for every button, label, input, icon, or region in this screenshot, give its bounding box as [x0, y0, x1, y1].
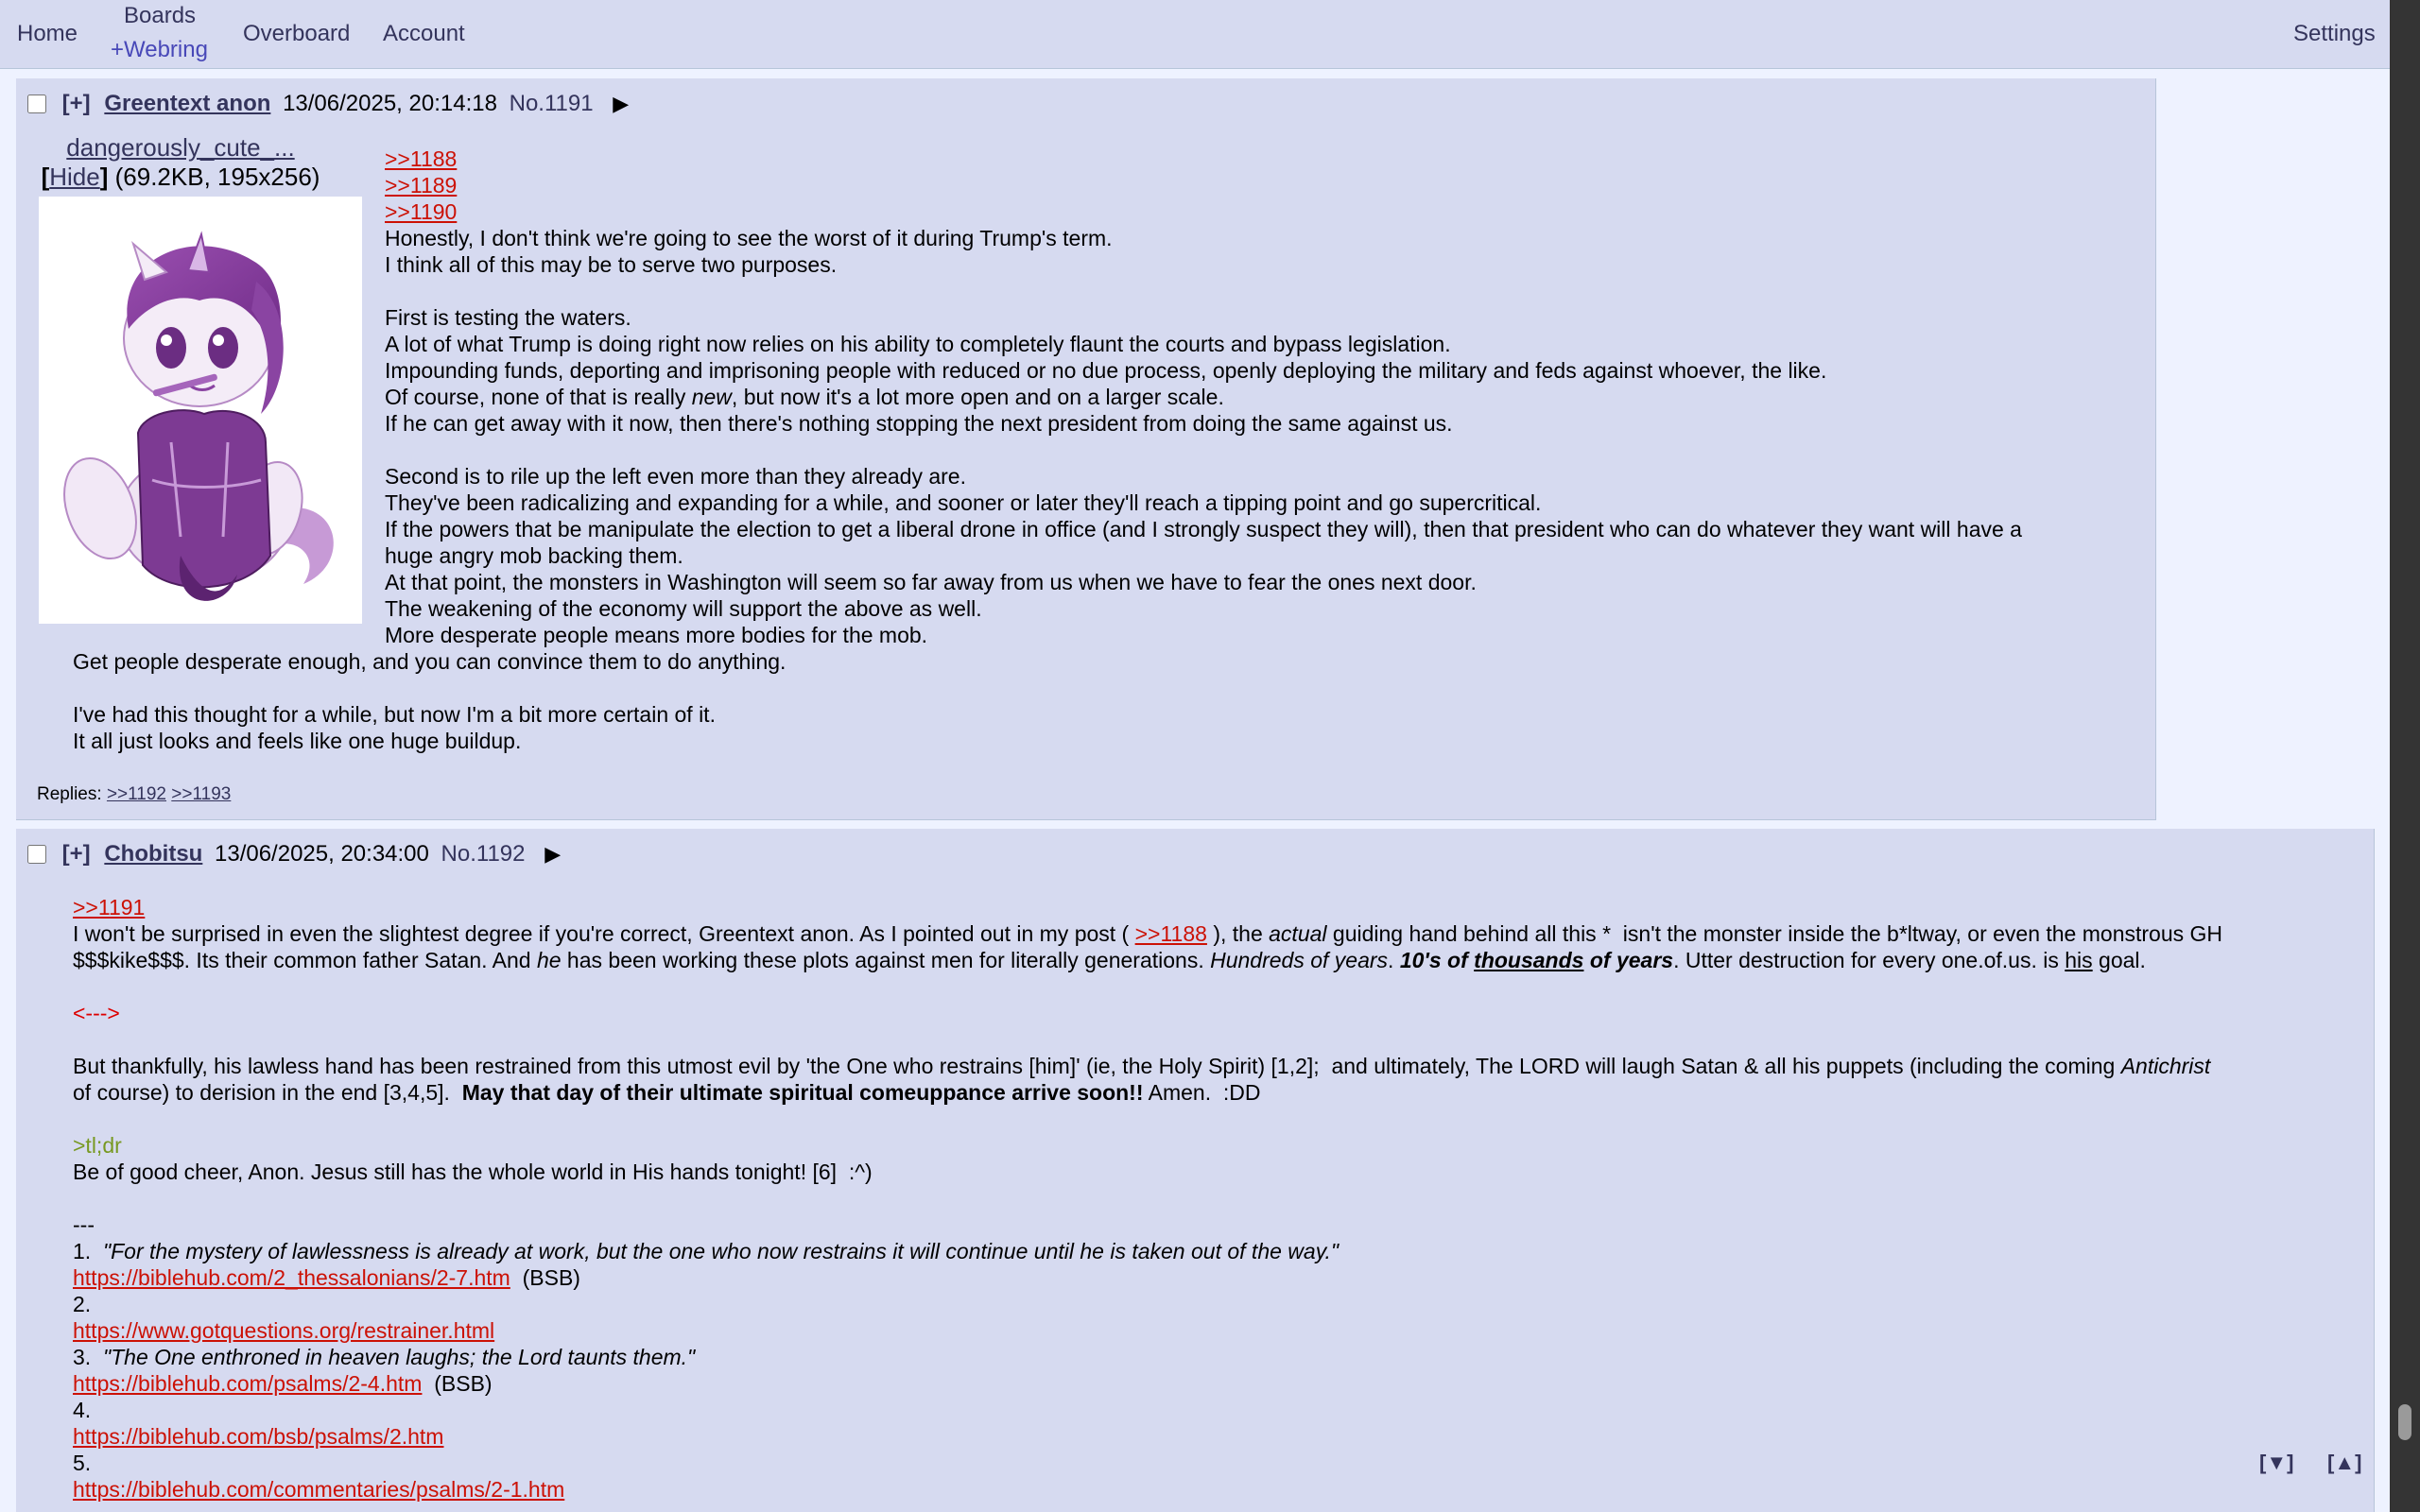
text-fragment: . Utter destruction for every one.of.us. is — [1673, 948, 2066, 972]
reference-tag: (BSB) — [510, 1265, 580, 1290]
reference-tag: (BSB) — [422, 1371, 493, 1396]
post-1191 — [16, 78, 2156, 820]
text-fragment: Of course, none of that is really — [385, 385, 692, 409]
text-fragment: goal. — [2092, 948, 2146, 972]
quote-link[interactable]: >>1188 — [1134, 921, 1207, 946]
scroll-down-button[interactable]: [▼] — [2259, 1451, 2294, 1474]
top-nav — [0, 0, 2390, 69]
message-line — [73, 1080, 1261, 1105]
post-expand-button[interactable]: [+] — [61, 841, 91, 867]
post-expand-button[interactable]: [+] — [61, 91, 91, 116]
text-fragment: , but now it's a lot more open and on a larger scale. — [731, 385, 1224, 409]
reference-line — [73, 1345, 695, 1369]
message-line: More desperate people means more bodies for the mob. — [385, 623, 928, 647]
reference-link[interactable]: https://biblehub.com/bsb/psalms/2.htm — [73, 1424, 444, 1449]
hide-file-link[interactable]: Hide — [49, 163, 100, 191]
post-select-checkbox[interactable] — [27, 94, 46, 113]
italic-text: Hundreds of years — [1210, 948, 1389, 972]
quote-link[interactable]: >>1188 — [385, 146, 458, 171]
nav-webring-link[interactable]: +Webring — [111, 37, 208, 62]
message-line: Impounding funds, deporting and imprisoning people with reduced or no due process, openly deploying the military and feds against whoever, the like. — [385, 358, 1827, 383]
message-line: Second is to rile up the left even more than they already are. — [385, 464, 966, 489]
italic-text: actual — [1269, 921, 1327, 946]
post-header — [27, 840, 561, 868]
nav-boards-link[interactable]: Boards — [124, 3, 197, 28]
post-date: 13/06/2025, 20:34:00 — [215, 841, 429, 867]
message-line — [73, 948, 2146, 972]
post-message-body — [73, 894, 2222, 1503]
text-fragment: Amen. :DD — [1143, 1080, 1261, 1105]
reference-number: 3. — [73, 1345, 103, 1369]
message-line — [73, 921, 2222, 946]
poster-name[interactable]: Chobitsu — [104, 841, 203, 867]
text-fragment: of course) to derision in the end [3,4,5]. — [73, 1080, 462, 1105]
message-line: Be of good cheer, Anon. Jesus still has the whole world in His hands tonight! [6] :^) — [73, 1160, 873, 1184]
message-line: Get people desperate enough, and you can convince them to do anything. — [73, 649, 786, 674]
post-message-body — [385, 146, 2022, 648]
underlined-text: his — [2065, 948, 2093, 972]
reference-link[interactable]: https://biblehub.com/commentaries/psalms/2-1.htm — [73, 1477, 565, 1502]
quote-link[interactable]: >>1190 — [385, 199, 458, 224]
reference-number: 1. — [73, 1239, 103, 1263]
file-meta: (69.2KB, 195x256) — [114, 163, 320, 191]
nav-overboard-link[interactable]: Overboard — [243, 21, 351, 46]
dead-quote: <---> — [73, 1001, 120, 1025]
poster-name[interactable]: Greentext anon — [104, 91, 271, 116]
greentext-line: >tl;dr — [73, 1133, 122, 1158]
separator-line: --- — [73, 1212, 95, 1237]
post-number[interactable]: No.1191 — [509, 91, 594, 116]
scripture-quote: "The One enthroned in heaven laughs; the Lord taunts them." — [102, 1345, 696, 1369]
vertical-scrollbar[interactable] — [2390, 0, 2420, 1512]
message-line: huge angry mob backing them. — [385, 543, 683, 568]
reply-backlink[interactable]: >>1192 — [106, 784, 166, 804]
bold-italic-text: of years — [1583, 948, 1674, 972]
text-fragment: But thankfully, his lawless hand has been restrained from this utmost evil by 'the One who restrains [him]' (ie, the Holy Spirit) [1,2]; and ultimately, The LORD will laugh Satan & all his puppets (including the coming — [73, 1054, 2121, 1078]
reference-line — [73, 1239, 1339, 1263]
scroll-up-button[interactable]: [▲] — [2327, 1451, 2362, 1474]
quote-link[interactable]: >>1189 — [385, 173, 458, 198]
nav-home-link[interactable]: Home — [17, 21, 78, 46]
text-fragment: I won't be surprised in even the slightest degree if you're correct, Greentext anon. As I pointed out in my post ( — [73, 921, 1135, 946]
post-1192 — [16, 829, 2375, 1512]
text-fragment: ), the — [1206, 921, 1270, 946]
quote-link[interactable]: >>1191 — [73, 895, 146, 919]
reference-link[interactable]: https://biblehub.com/2_thessalonians/2-7.htm — [73, 1265, 510, 1290]
message-line: It all just looks and feels like one huge buildup. — [73, 729, 522, 753]
replies-label: Replies: — [37, 784, 102, 804]
text-fragment: $$$kike$$$. Its their common father Satan. And — [73, 948, 537, 972]
post-replies — [37, 783, 231, 806]
scripture-quote: "For the mystery of lawlessness is already at work, but the one who now restrains it will continue until he is taken out of the way." — [102, 1239, 1340, 1263]
nav-settings-link[interactable]: Settings — [2293, 21, 2376, 46]
post-menu-arrow-icon[interactable]: ▶ — [544, 842, 562, 866]
reference-number: 2. — [73, 1292, 92, 1316]
message-line: They've been radicalizing and expanding for a while, and sooner or later they'll reach a tipping point and go supercritical. — [385, 490, 1542, 515]
text-fragment: . — [1388, 948, 1400, 972]
bold-text: May that day of their ultimate spiritual comeuppance arrive soon!! — [461, 1080, 1144, 1105]
message-line: First is testing the waters. — [385, 305, 631, 330]
reference-link[interactable]: https://www.gotquestions.org/restrainer.html — [73, 1318, 495, 1343]
nav-account-link[interactable]: Account — [383, 21, 465, 46]
bold-italic-underlined-text: thousands — [1474, 948, 1584, 972]
text-fragment: guiding hand behind all this * isn't the monster inside the b*ltway, or even the monstrous GH — [1326, 921, 2223, 946]
message-line — [385, 385, 1224, 409]
italic-text: he — [536, 948, 562, 972]
message-line — [73, 1054, 2210, 1078]
scrollbar-thumb[interactable] — [2398, 1404, 2411, 1440]
hide-bracket-open: [ — [41, 163, 50, 191]
reference-link[interactable]: https://biblehub.com/psalms/2-4.htm — [73, 1371, 423, 1396]
post-header — [27, 90, 629, 118]
message-line: The weakening of the economy will support the above as well. — [385, 596, 982, 621]
pony-illustration — [39, 197, 362, 624]
message-line: If the powers that be manipulate the election to get a liberal drone in office (and I strongly suspect they will), then that president who can do whatever they want will have a — [385, 517, 2022, 541]
post-select-checkbox[interactable] — [27, 845, 46, 864]
italic-text: new — [691, 385, 732, 409]
file-info — [39, 133, 322, 192]
message-line: At that point, the monsters in Washington will seem so far away from us when we have to fear the ones next door. — [385, 570, 1477, 594]
post-image-thumbnail[interactable] — [39, 197, 362, 624]
reference-number: 5. — [73, 1451, 92, 1475]
post-number[interactable]: No.1192 — [441, 841, 526, 867]
hide-bracket-close: ] — [99, 163, 109, 191]
reply-backlink[interactable]: >>1193 — [171, 784, 232, 804]
message-line: If he can get away with it now, then there's nothing stopping the next president from doing the same against us. — [385, 411, 1453, 436]
post-date: 13/06/2025, 20:14:18 — [283, 91, 497, 116]
italic-text: Antichrist — [2120, 1054, 2211, 1078]
message-line: I think all of this may be to serve two purposes. — [385, 252, 838, 277]
text-fragment: has been working these plots against men for literally generations. — [561, 948, 1211, 972]
message-line: Honestly, I don't think we're going to see the worst of it during Trump's term. — [385, 226, 1113, 250]
message-line: A lot of what Trump is doing right now relies on his ability to completely flaunt the courts and bypass legislation. — [385, 332, 1451, 356]
post-menu-arrow-icon[interactable]: ▶ — [613, 92, 630, 115]
message-line: I've had this thought for a while, but now I'm a bit more certain of it. — [73, 702, 716, 727]
post-message-body-continued — [73, 648, 786, 754]
bold-italic-text: 10's of — [1399, 948, 1475, 972]
file-name-link[interactable]: dangerously_cute_... — [66, 133, 295, 162]
reference-number: 4. — [73, 1398, 92, 1422]
